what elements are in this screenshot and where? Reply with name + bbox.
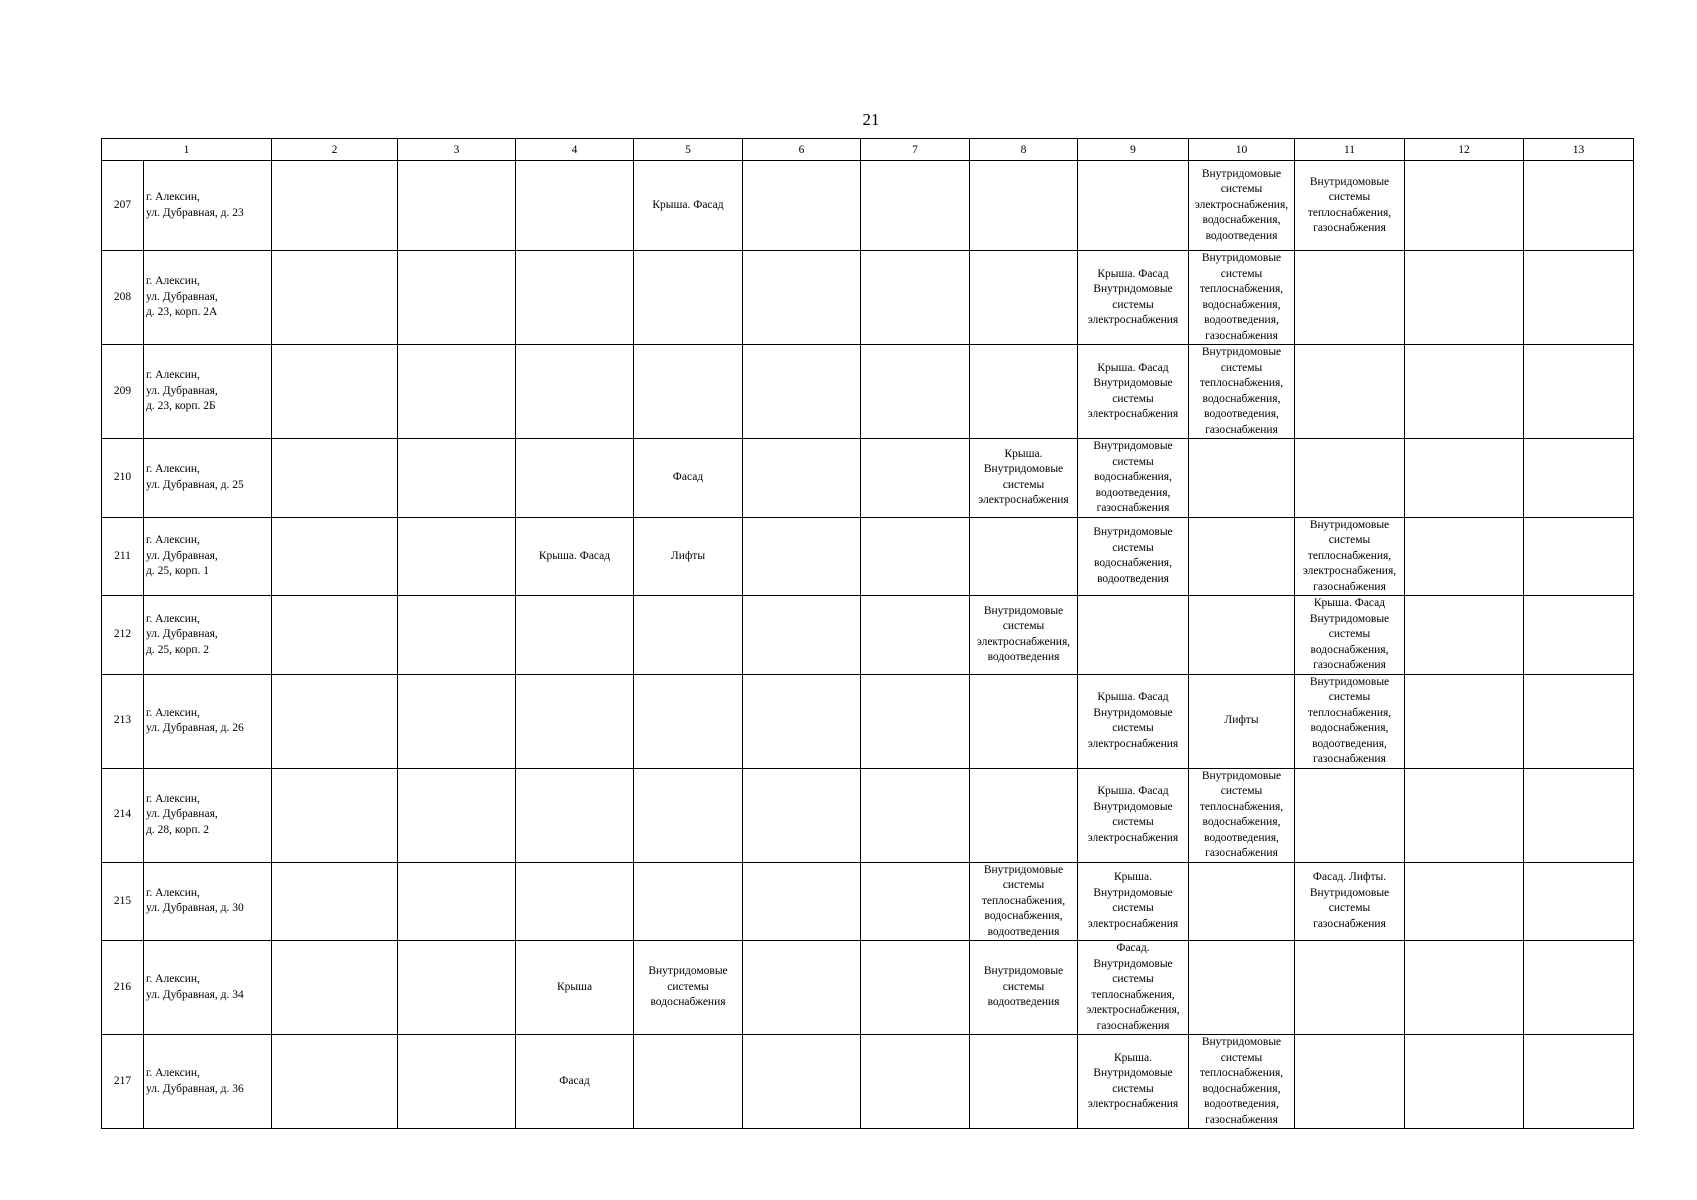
work-cell-col-10 [1189,862,1295,941]
work-cell-col-12 [1405,862,1524,941]
work-cell-col-10 [1189,596,1295,675]
work-cell-col-6 [743,439,861,518]
column-header: 6 [743,139,861,161]
row-number: 213 [102,674,144,768]
work-cell-col-11 [1295,941,1405,1035]
row-number: 211 [102,517,144,596]
work-cell-col-9: Крыша. Фасад Внутридомовые системы электроснабжения [1078,674,1189,768]
work-cell-col-7 [861,1035,970,1129]
work-cell-col-11 [1295,768,1405,862]
work-cell-col-3 [398,596,516,675]
row-number: 210 [102,439,144,518]
work-cell-col-10 [1189,517,1295,596]
column-number-row [102,139,1634,161]
work-cell-col-8 [970,161,1078,251]
work-cell-col-8 [970,1035,1078,1129]
work-cell-col-4: Фасад [516,1035,634,1129]
table-row [102,517,1634,596]
work-cell-col-4 [516,251,634,345]
work-cell-col-11 [1295,1035,1405,1129]
work-cell-col-9: Крыша. Фасад Внутридомовые системы электроснабжения [1078,345,1189,439]
address-cell: г. Алексин, ул. Дубравная, д. 26 [144,674,272,768]
work-cell-col-5: Фасад [634,439,743,518]
row-number: 209 [102,345,144,439]
work-cell-col-10: Лифты [1189,674,1295,768]
table-row [102,161,1634,251]
column-header: 3 [398,139,516,161]
work-cell-col-10 [1189,439,1295,518]
work-cell-col-4 [516,768,634,862]
work-cell-col-13 [1524,768,1634,862]
work-cell-col-4 [516,345,634,439]
address-cell: г. Алексин, ул. Дубравная, д. 23 [144,161,272,251]
work-cell-col-13 [1524,517,1634,596]
table-row [102,674,1634,768]
work-cell-col-7 [861,768,970,862]
work-cell-col-4 [516,161,634,251]
table-row [102,1035,1634,1129]
work-cell-col-2 [272,439,398,518]
work-cell-col-5: Лифты [634,517,743,596]
work-cell-col-4 [516,596,634,675]
work-cell-col-5 [634,345,743,439]
work-cell-col-13 [1524,862,1634,941]
work-cell-col-8 [970,345,1078,439]
work-cell-col-7 [861,251,970,345]
table-row [102,596,1634,675]
work-cell-col-5 [634,674,743,768]
work-cell-col-3 [398,251,516,345]
work-cell-col-12 [1405,596,1524,675]
work-cell-col-2 [272,1035,398,1129]
work-cell-col-9: Внутридомовые системы водоснабжения, водоотведения [1078,517,1189,596]
work-cell-col-2 [272,345,398,439]
column-header: 11 [1295,139,1405,161]
work-cell-col-7 [861,862,970,941]
work-cell-col-10: Внутридомовые системы теплоснабжения, водоснабжения, водоотведения, газоснабжения [1189,251,1295,345]
work-cell-col-8: Внутридомовые системы электроснабжения, водоотведения [970,596,1078,675]
work-cell-col-9: Крыша. Внутридомовые системы электроснабжения [1078,1035,1189,1129]
work-cell-col-13 [1524,439,1634,518]
address-cell: г. Алексин, ул. Дубравная, д. 25, корп. 2 [144,596,272,675]
row-number: 207 [102,161,144,251]
work-cell-col-3 [398,862,516,941]
row-number: 212 [102,596,144,675]
work-cell-col-6 [743,596,861,675]
page-number: 21 [862,110,880,129]
table-row [102,345,1634,439]
work-cell-col-5 [634,251,743,345]
work-cell-col-13 [1524,941,1634,1035]
work-cell-col-6 [743,862,861,941]
row-number: 208 [102,251,144,345]
work-cell-col-5: Крыша. Фасад [634,161,743,251]
work-cell-col-12 [1405,251,1524,345]
work-cell-col-5 [634,768,743,862]
repair-schedule-table [101,138,1634,1129]
work-cell-col-5 [634,596,743,675]
work-cell-col-10: Внутридомовые системы теплоснабжения, водоснабжения, водоотведения, газоснабжения [1189,768,1295,862]
work-cell-col-12 [1405,941,1524,1035]
row-number: 217 [102,1035,144,1129]
work-cell-col-8 [970,768,1078,862]
table-row [102,862,1634,941]
work-cell-col-7 [861,674,970,768]
work-cell-col-8: Внутридомовые системы теплоснабжения, водоснабжения, водоотведения [970,862,1078,941]
address-cell: г. Алексин, ул. Дубравная, д. 36 [144,1035,272,1129]
work-cell-col-6 [743,345,861,439]
work-cell-col-6 [743,251,861,345]
work-cell-col-3 [398,517,516,596]
column-header: 4 [516,139,634,161]
work-cell-col-10: Внутридомовые системы теплоснабжения, водоснабжения, водоотведения, газоснабжения [1189,345,1295,439]
work-cell-col-7 [861,161,970,251]
address-cell: г. Алексин, ул. Дубравная, д. 34 [144,941,272,1035]
work-cell-col-9 [1078,596,1189,675]
work-cell-col-13 [1524,161,1634,251]
column-header: 2 [272,139,398,161]
work-cell-col-9: Фасад. Внутридомовые системы теплоснабжения, электроснабжения, газоснабжения [1078,941,1189,1035]
row-number: 214 [102,768,144,862]
work-cell-col-13 [1524,251,1634,345]
work-cell-col-4: Крыша. Фасад [516,517,634,596]
work-cell-col-11: Внутридомовые системы теплоснабжения, электроснабжения, газоснабжения [1295,517,1405,596]
address-cell: г. Алексин, ул. Дубравная, д. 23, корп. 2Б [144,345,272,439]
table-row [102,251,1634,345]
work-cell-col-7 [861,941,970,1035]
work-cell-col-7 [861,345,970,439]
work-cell-col-7 [861,517,970,596]
work-cell-col-9: Внутридомовые системы водоснабжения, водоотведения, газоснабжения [1078,439,1189,518]
work-cell-col-2 [272,251,398,345]
work-cell-col-2 [272,517,398,596]
address-cell: г. Алексин, ул. Дубравная, д. 30 [144,862,272,941]
table-row [102,768,1634,862]
column-header: 13 [1524,139,1634,161]
work-cell-col-13 [1524,596,1634,675]
work-cell-col-6 [743,1035,861,1129]
column-header: 10 [1189,139,1295,161]
work-cell-col-9: Крыша. Фасад Внутридомовые системы электроснабжения [1078,251,1189,345]
work-cell-col-13 [1524,1035,1634,1129]
work-cell-col-10 [1189,941,1295,1035]
work-cell-col-8 [970,674,1078,768]
work-cell-col-3 [398,345,516,439]
work-cell-col-8: Внутридомовые системы водоотведения [970,941,1078,1035]
work-cell-col-3 [398,1035,516,1129]
work-cell-col-2 [272,862,398,941]
work-cell-col-6 [743,161,861,251]
work-cell-col-12 [1405,1035,1524,1129]
work-cell-col-9 [1078,161,1189,251]
work-cell-col-12 [1405,345,1524,439]
work-cell-col-11 [1295,439,1405,518]
work-cell-col-11: Внутридомовые системы теплоснабжения, газоснабжения [1295,161,1405,251]
work-cell-col-3 [398,768,516,862]
column-header: 1 [102,139,272,161]
work-cell-col-6 [743,517,861,596]
work-cell-col-11: Крыша. Фасад Внутридомовые системы водоснабжения, газоснабжения [1295,596,1405,675]
column-header: 8 [970,139,1078,161]
work-cell-col-10: Внутридомовые системы теплоснабжения, водоснабжения, водоотведения, газоснабжения [1189,1035,1295,1129]
work-cell-col-6 [743,674,861,768]
work-cell-col-4: Крыша [516,941,634,1035]
address-cell: г. Алексин, ул. Дубравная, д. 28, корп. 2 [144,768,272,862]
work-cell-col-11 [1295,345,1405,439]
work-cell-col-8 [970,251,1078,345]
work-cell-col-9: Крыша. Фасад Внутридомовые системы электроснабжения [1078,768,1189,862]
work-cell-col-12 [1405,674,1524,768]
work-cell-col-6 [743,768,861,862]
work-cell-col-13 [1524,345,1634,439]
work-cell-col-7 [861,439,970,518]
work-cell-col-8: Крыша. Внутридомовые системы электроснабжения [970,439,1078,518]
work-cell-col-3 [398,439,516,518]
column-header: 9 [1078,139,1189,161]
work-cell-col-12 [1405,161,1524,251]
work-cell-col-11 [1295,251,1405,345]
work-cell-col-4 [516,862,634,941]
work-cell-col-10: Внутридомовые системы электроснабжения, водоснабжения, водоотведения [1189,161,1295,251]
work-cell-col-8 [970,517,1078,596]
column-header: 5 [634,139,743,161]
address-cell: г. Алексин, ул. Дубравная, д. 25 [144,439,272,518]
work-cell-col-13 [1524,674,1634,768]
work-cell-col-12 [1405,439,1524,518]
work-cell-col-4 [516,439,634,518]
work-cell-col-3 [398,674,516,768]
work-cell-col-5 [634,862,743,941]
table-row [102,439,1634,518]
work-cell-col-9: Крыша. Внутридомовые системы электроснабжения [1078,862,1189,941]
work-cell-col-4 [516,674,634,768]
work-cell-col-3 [398,161,516,251]
row-number: 216 [102,941,144,1035]
address-cell: г. Алексин, ул. Дубравная, д. 25, корп. 1 [144,517,272,596]
work-cell-col-5 [634,1035,743,1129]
address-cell: г. Алексин, ул. Дубравная, д. 23, корп. 2А [144,251,272,345]
table-row [102,941,1634,1035]
work-cell-col-2 [272,674,398,768]
column-header: 7 [861,139,970,161]
work-cell-col-5: Внутридомовые системы водоснабжения [634,941,743,1035]
work-cell-col-6 [743,941,861,1035]
row-number: 215 [102,862,144,941]
column-header: 12 [1405,139,1524,161]
work-cell-col-12 [1405,517,1524,596]
work-cell-col-11: Фасад. Лифты. Внутридомовые системы газоснабжения [1295,862,1405,941]
work-cell-col-2 [272,941,398,1035]
work-cell-col-2 [272,161,398,251]
work-cell-col-2 [272,768,398,862]
work-cell-col-3 [398,941,516,1035]
work-cell-col-12 [1405,768,1524,862]
work-cell-col-7 [861,596,970,675]
work-cell-col-2 [272,596,398,675]
work-cell-col-11: Внутридомовые системы теплоснабжения, водоснабжения, водоотведения, газоснабжения [1295,674,1405,768]
